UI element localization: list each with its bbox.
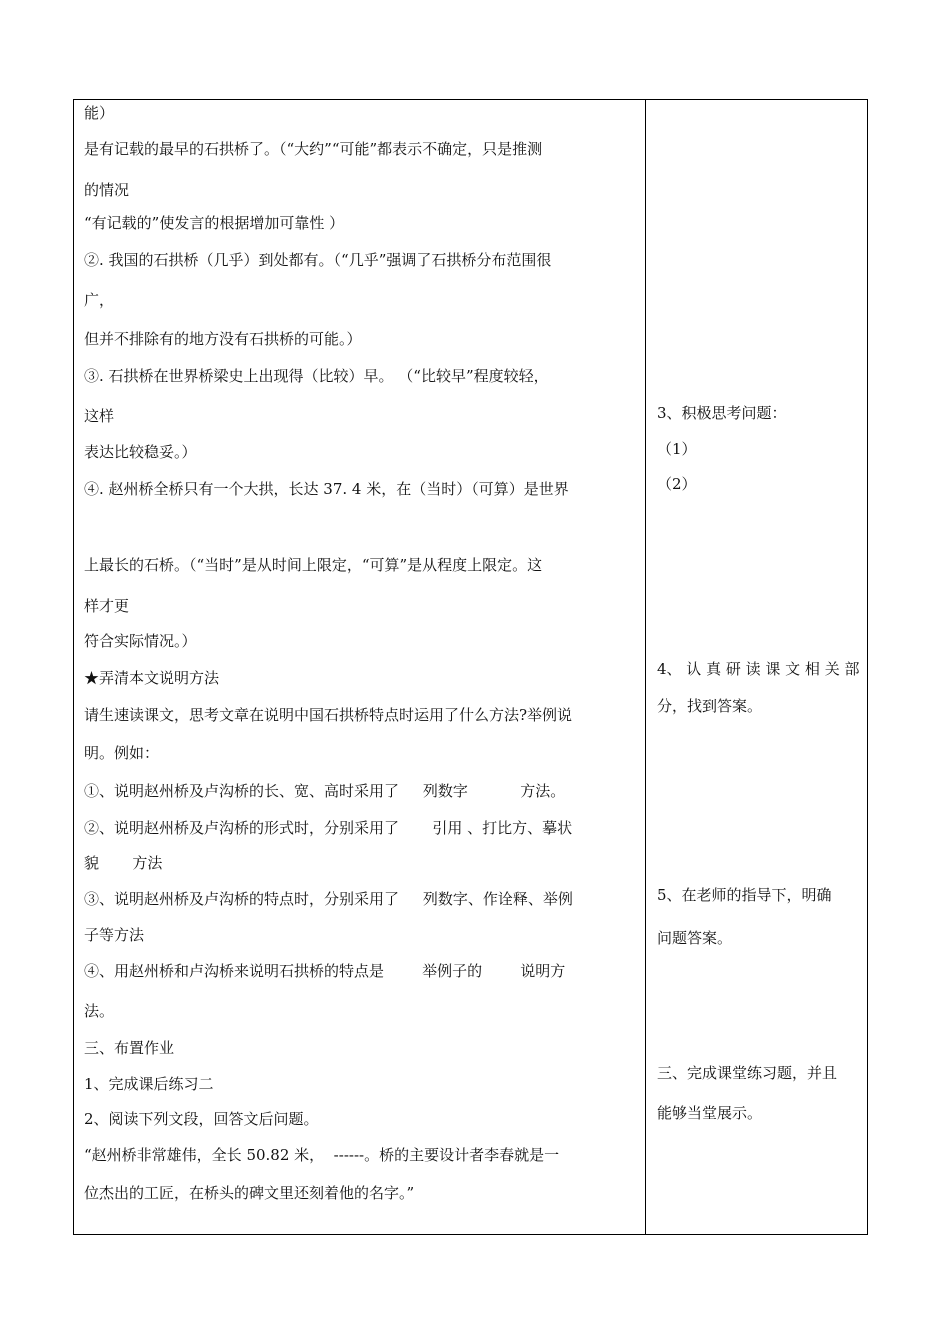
text-line: 子等方法	[84, 926, 145, 944]
text-line: 请生速读课文，思考文章在说明中国石拱桥特点时运用了什么方法?举例说	[84, 706, 573, 724]
text-line: 上最长的石桥。（“当时”是从时间上限定，“可算”是从程度上限定。这	[84, 556, 543, 574]
text-line: 分，找到答案。	[657, 697, 763, 715]
text-line: 能）	[84, 104, 115, 122]
section-heading: 三、布置作业	[84, 1039, 175, 1057]
text-line: ②. 我国的石拱桥（几乎）到处都有。（“几乎”强调了石拱桥分布范围很	[84, 251, 552, 269]
section-heading: ★弄清本文说明方法	[84, 669, 220, 687]
text-line: 但并不排除有的地方没有石拱桥的可能。）	[84, 330, 362, 348]
text-line: 明。例如：	[84, 744, 160, 762]
text-line: 法。	[84, 1002, 115, 1020]
text-line: 4、 认 真 研 读 课 文 相 关 部	[657, 660, 860, 678]
column-divider	[645, 100, 646, 1234]
text-line: 能够当堂展示。	[657, 1104, 763, 1122]
text-line: 5、在老师的指导下，明确	[657, 886, 832, 904]
text-line: 三、完成课堂练习题，并且	[657, 1064, 838, 1082]
lesson-table	[73, 99, 868, 1235]
text-line: 样才更	[84, 597, 130, 615]
text-line: 广，	[84, 291, 115, 309]
text-line: ②、说明赵州桥及卢沟桥的形式时，分别采用了 引用 、打比方、摹状	[84, 819, 573, 837]
text-line: 表达比较稳妥。）	[84, 443, 197, 461]
text-line: “有记载的”使发言的根据增加可靠性 ）	[84, 214, 345, 232]
text-line: 是有记载的最早的石拱桥了。（“大约”“可能”都表示不确定，只是推测	[84, 140, 543, 158]
text-line: 问题答案。	[657, 929, 733, 947]
text-line: ③、说明赵州桥及卢沟桥的特点时，分别采用了 列数字、作诠释、举例	[84, 890, 573, 908]
text-line: 符合实际情况。）	[84, 632, 197, 650]
text-line: 位杰出的工匠，在桥头的碑文里还刻着他的名字。”	[84, 1184, 415, 1202]
text-line: ③. 石拱桥在世界桥梁史上出现得（比较）早。 （“比较早”程度较轻，	[84, 367, 549, 385]
text-line: ①、说明赵州桥及卢沟桥的长、宽、高时采用了 列数字 方法。	[84, 782, 566, 800]
text-line: ④、用赵州桥和卢沟桥来说明石拱桥的特点是 举例子的 说明方	[84, 962, 566, 980]
text-line: 的情况	[84, 181, 130, 199]
text-line: 貌 方法	[84, 854, 163, 872]
text-line: 2、阅读下列文段，回答文后问题。	[84, 1110, 319, 1128]
text-line: （1）	[657, 440, 697, 458]
text-line: 1、完成课后练习二	[84, 1075, 214, 1093]
text-line: 3、积极思考问题：	[657, 404, 787, 422]
text-line: 这样	[84, 407, 115, 425]
text-line: ④. 赵州桥全桥只有一个大拱，长达 37. 4 米，在（当时）（可算）是世界	[84, 480, 569, 498]
text-line: “赵州桥非常雄伟，全长 50.82 米， ------。桥的主要设计者李春就是一	[84, 1146, 560, 1164]
text-line: （2）	[657, 475, 697, 493]
